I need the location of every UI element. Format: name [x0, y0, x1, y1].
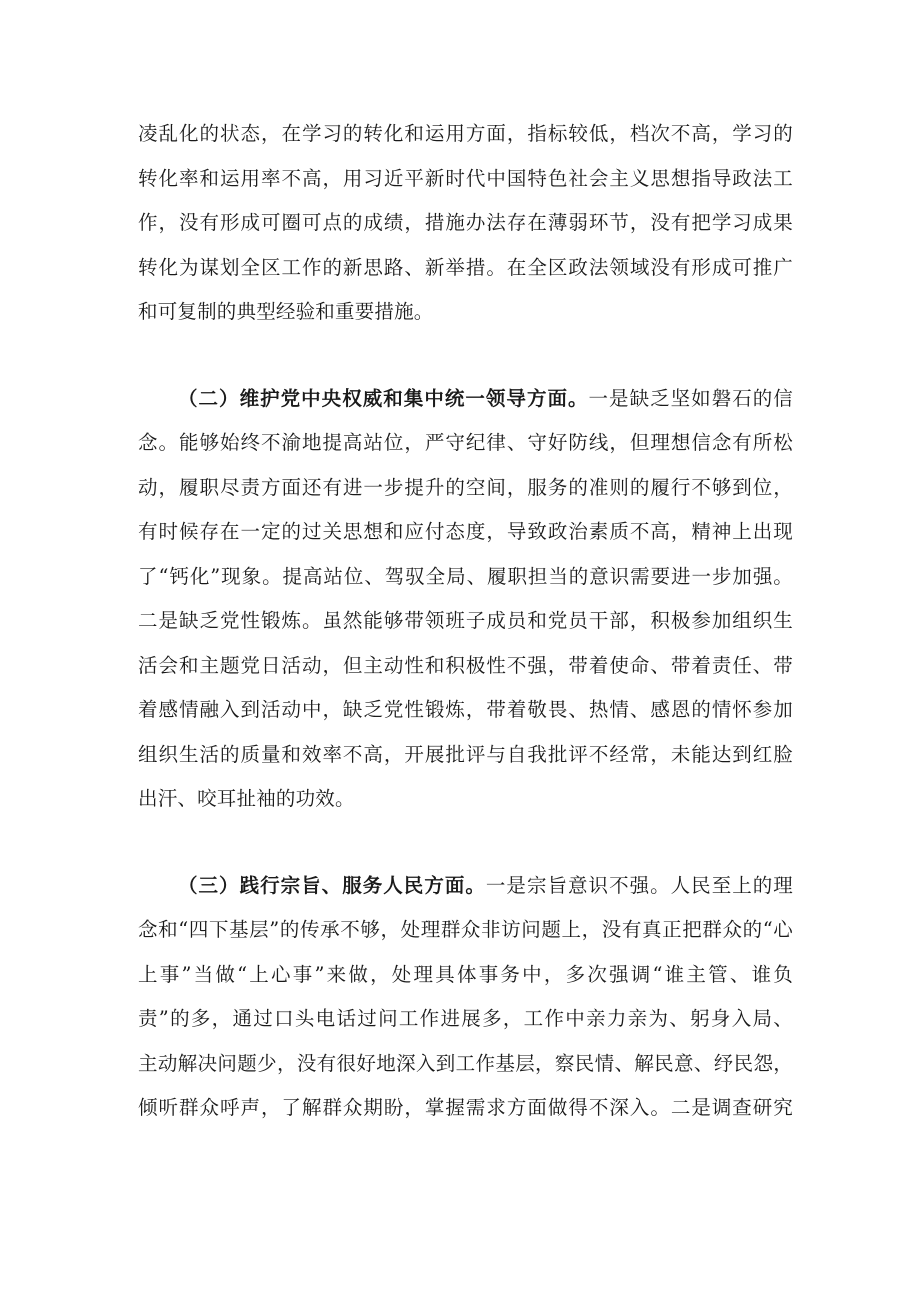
text-line: 念和“四下基层”的传承不够，处理群众非访问题上，没有真正把群众的“心	[138, 918, 793, 941]
paragraph-3	[138, 864, 793, 1131]
text-line: 有时候存在一定的过关思想和应付态度，导致政治素质不高，精神上出现	[138, 520, 793, 543]
document-body	[138, 112, 793, 1131]
text-line: 活会和主题党日活动，但主动性和积极性不强，带着使命、带着责任、带	[138, 653, 793, 677]
text-line: 出汗、咬耳扯袖的功效。	[138, 787, 355, 810]
text-line: 组织生活的质量和效率不高，开展批评与自我批评不经常，未能达到红脸	[138, 742, 793, 766]
text-run: 一是宗旨意识不强。人民至上的理	[485, 873, 793, 897]
text-line	[138, 864, 793, 909]
text-line: 二是缺乏党性锻炼。虽然能够带领班子成员和党员干部，积极参加组织生	[138, 609, 793, 632]
text-line: 转化为谋划全区工作的新思路、新举措。在全区政法领域没有形成可推广	[138, 255, 793, 279]
paragraph-gap	[138, 335, 793, 377]
text-line: 着感情融入到活动中，缺乏党性锻炼，带着敬畏、热情、感恩的情怀参加	[138, 698, 793, 721]
text-line: 念。能够始终不渝地提高站位，严守纪律、守好防线，但理想信念有所松	[138, 431, 793, 454]
text-line: 和可复制的典型经验和重要措施。	[138, 300, 434, 323]
paragraph-gap	[138, 822, 793, 864]
text-line: 责”的多，通过口头电话过问工作进展多，工作中亲力亲为、躬身入局、	[138, 1007, 793, 1030]
text-run: 一是缺乏坚如磐石的信	[588, 386, 793, 410]
paragraph-2	[138, 377, 793, 822]
text-line: 上事”当做“上心事”来做，处理具体事务中，多次强调“谁主管、谁负	[138, 962, 793, 986]
section-heading: （三）践行宗旨、服务人民方面。	[178, 873, 486, 897]
text-line: 凌乱化的状态，在学习的转化和运用方面，指标较低，档次不高，学习的	[138, 122, 793, 145]
text-line: 作，没有形成可圈可点的成绩，措施办法存在薄弱环节，没有把学习成果	[138, 211, 793, 234]
text-line: 主动解决问题少，没有很好地深入到工作基层，察民情、解民意、纾民怨，	[138, 1051, 793, 1075]
text-line: 了“钙化”现象。提高站位、驾驭全局、履职担当的意识需要进一步加强。	[138, 564, 793, 588]
paragraph-1	[138, 112, 793, 335]
text-line	[138, 377, 793, 422]
text-line: 倾听群众呼声，了解群众期盼，掌握需求方面做得不深入。二是调查研究	[138, 1096, 793, 1119]
text-line: 转化率和运用率不高，用习近平新时代中国特色社会主义思想指导政法工	[138, 166, 793, 190]
section-heading: （二）维护党中央权威和集中统一领导方面。	[178, 386, 589, 410]
text-line: 动，履职尽责方面还有进一步提升的空间，服务的准则的履行不够到位，	[138, 475, 793, 499]
